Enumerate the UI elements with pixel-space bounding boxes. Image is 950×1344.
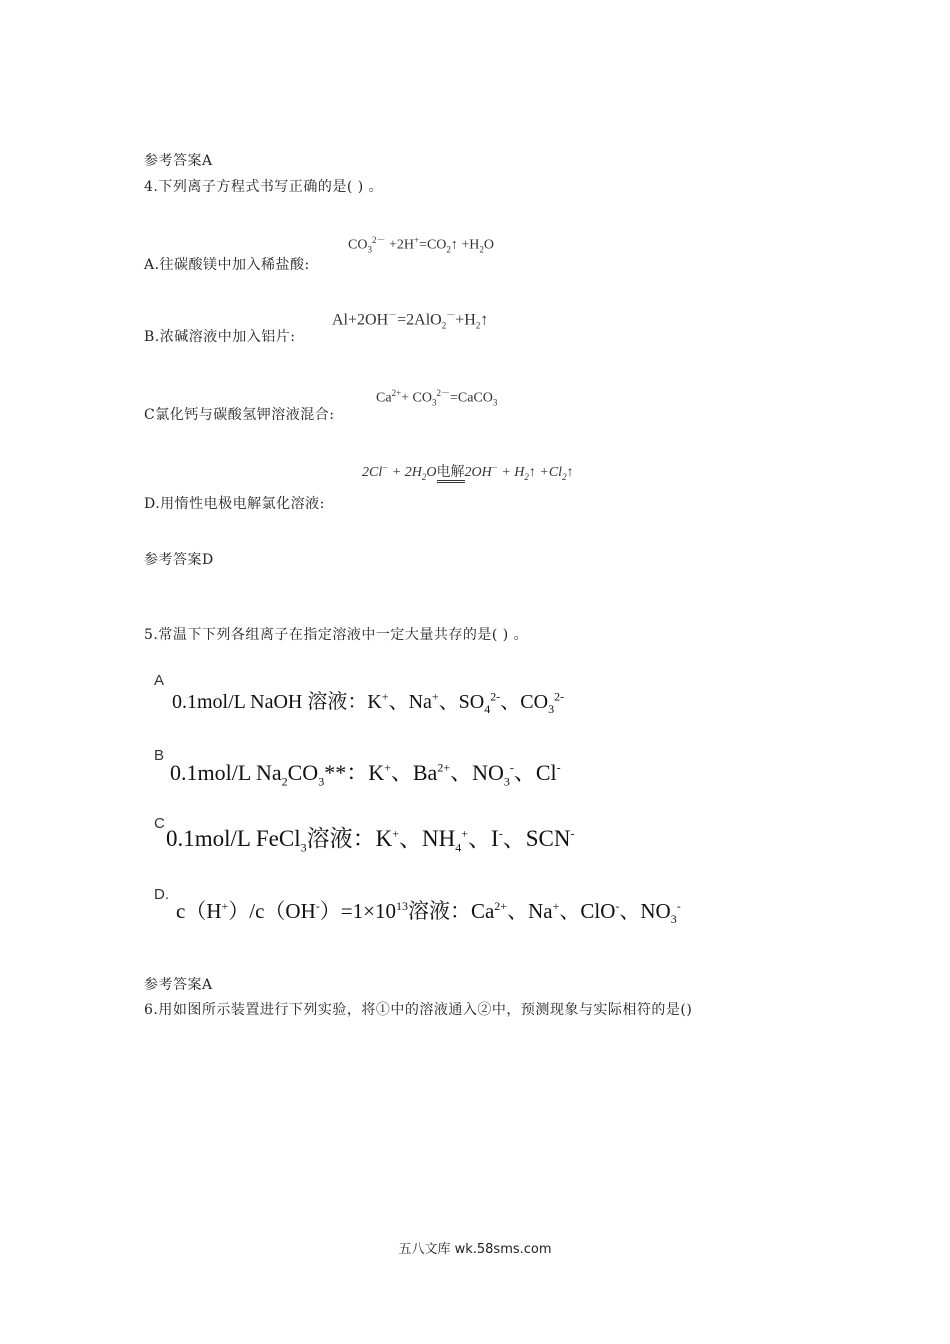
q5-option-d: $c(H^+)/c(OH^-)=1\times 10^{13}$溶液：$Ca^{2+}$、Na+、ClO-、$NO_3^-$ bbox=[176, 899, 681, 927]
q4-equation-b: $Al+2OH^-=2AlO_2^-+H_2↑$ bbox=[332, 310, 489, 331]
q4-option-b: B.浓碱溶液中加入铝片: bbox=[144, 329, 296, 345]
q4-equation-c: $Ca^{2+}+$ $CO_3^{2-}=CaCO_3$ bbox=[376, 388, 498, 408]
q5-option-b: 0.1mol/L $Na_2CO_3**$：K+、$Ba^{2+}$、$NO_3^-$、Cl- bbox=[170, 760, 561, 789]
q3-answer: 参考答案A bbox=[144, 153, 213, 169]
q5-answer: 参考答案A bbox=[144, 977, 213, 993]
q5-option-c: 0.1mol/L FeCl$_3$溶液：K+、$NH_4^+$、I-、SCN- bbox=[166, 826, 575, 855]
q4-option-c: C氯化钙与碳酸氢钾溶液混合: bbox=[144, 407, 335, 423]
q5-option-a: 0.1mol/L NaOH 溶液：K+、Na+、$SO_4^{2-}$、$CO_3^{2-}$ bbox=[172, 689, 565, 716]
q5-letter-a: A bbox=[154, 672, 165, 689]
q4-option-d: D.用惰性电极电解氯化溶液: bbox=[144, 496, 325, 512]
q4-question: 4.下列离子方程式书写正确的是( ) 。 bbox=[144, 179, 384, 195]
q4-equation-d: $2Cl^- + 2H_2O$电解$2OH^- + H_2↑$ $+Cl_2↑$ bbox=[362, 462, 574, 482]
footer-watermark[interactable]: 五八文库 wk.58sms.com bbox=[398, 1242, 552, 1257]
q6-question: 6.用如图所示装置进行下列实验，将①中的溶液通入②中，预测现象与实际相符的是() bbox=[144, 1002, 693, 1018]
q4-equation-a: $CO_3^{2-}$ $+2H^+=CO_2↑ +H_2O$ bbox=[348, 235, 495, 255]
q5-letter-c: C bbox=[154, 815, 165, 832]
q4-option-a: A.往碳酸镁中加入稀盐酸: bbox=[144, 257, 310, 273]
q5-letter-d: D. bbox=[154, 886, 169, 903]
q5-letter-b: B bbox=[154, 747, 165, 764]
q4-answer: 参考答案D bbox=[144, 552, 214, 568]
q5-question: 5.常温下下列各组离子在指定溶液中一定大量共存的是( ) 。 bbox=[144, 627, 529, 643]
